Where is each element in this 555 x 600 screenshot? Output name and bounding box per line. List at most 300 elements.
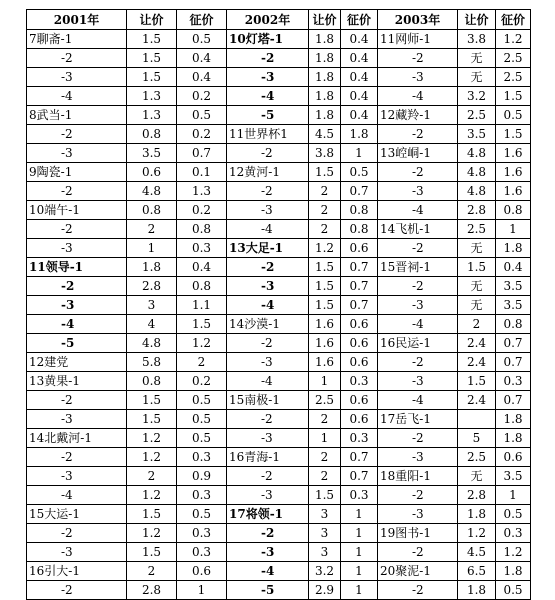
stamp-item-2002 — [227, 448, 309, 467]
stamp-item-label: -2 — [61, 51, 73, 65]
stamp-item-label: -3 — [261, 70, 275, 84]
stamp-item-label: 15大运-1 — [29, 507, 80, 521]
stamp-item-2002 — [227, 353, 309, 372]
stamp-item-label: -2 — [61, 127, 73, 141]
transfer-price-2002: 1.2 — [309, 239, 341, 258]
transfer-price-2002: 1.5 — [309, 163, 341, 182]
header-2003-year: 2003年 — [378, 10, 458, 30]
transfer-price-2001: 1.5 — [127, 391, 177, 410]
transfer-price-2002: 3.2 — [309, 562, 341, 581]
transfer-price-2001: 1.5 — [127, 49, 177, 68]
table-row — [27, 144, 531, 163]
transfer-price-2001: 0.8 — [127, 201, 177, 220]
stamp-item-label: -2 — [412, 127, 424, 141]
stamp-item-2001 — [27, 182, 127, 201]
stamp-item-2002 — [227, 239, 309, 258]
stamp-item-label: 14北戴河-1 — [29, 431, 92, 445]
stamp-item-2002 — [227, 334, 309, 353]
stamp-item-2001 — [27, 581, 127, 600]
stamp-item-2003 — [378, 467, 458, 486]
table-row — [27, 505, 531, 524]
stamp-item-label: 12黄河-1 — [229, 165, 280, 179]
header-2003-transfer-price: 让价 — [458, 10, 496, 30]
collect-price-2001: 0.8 — [177, 220, 227, 239]
transfer-price-2003: 2.8 — [458, 201, 496, 220]
transfer-price-2003: 3.2 — [458, 87, 496, 106]
table-row — [27, 106, 531, 125]
table-row — [27, 68, 531, 87]
collect-price-2001: 0.4 — [177, 49, 227, 68]
stamp-item-label: -2 — [412, 545, 424, 559]
stamp-item-label: 14飞机-1 — [380, 222, 431, 236]
transfer-price-2001: 3 — [127, 296, 177, 315]
table-body — [27, 30, 531, 600]
table-row — [27, 315, 531, 334]
collect-price-2001: 0.1 — [177, 163, 227, 182]
stamp-item-2003 — [378, 182, 458, 201]
transfer-price-2003: 1.8 — [458, 505, 496, 524]
transfer-price-2001: 2 — [127, 467, 177, 486]
stamp-item-label: 9陶瓷-1 — [29, 165, 73, 179]
collect-price-2002: 0.3 — [341, 372, 378, 391]
collect-price-2001: 1.5 — [177, 315, 227, 334]
collect-price-2001: 0.5 — [177, 106, 227, 125]
collect-price-2001: 0.2 — [177, 87, 227, 106]
table-row — [27, 201, 531, 220]
stamp-item-label: -2 — [261, 51, 275, 65]
stamp-item-label: 10灯塔-1 — [229, 32, 284, 46]
stamp-item-2001 — [27, 353, 127, 372]
stamp-item-2002 — [227, 258, 309, 277]
collect-price-2002: 0.6 — [341, 353, 378, 372]
stamp-item-label: -2 — [261, 526, 275, 540]
stamp-item-label: -3 — [261, 545, 275, 559]
collect-price-2001: 0.7 — [177, 144, 227, 163]
stamp-item-2001 — [27, 220, 127, 239]
collect-price-2001: 0.2 — [177, 201, 227, 220]
stamp-price-table-sheet — [26, 9, 530, 597]
collect-price-2002: 0.4 — [341, 30, 378, 49]
stamp-item-2003 — [378, 581, 458, 600]
collect-price-2002: 0.6 — [341, 334, 378, 353]
transfer-price-2001: 1.3 — [127, 87, 177, 106]
transfer-price-2003: 2.4 — [458, 391, 496, 410]
stamp-item-2003 — [378, 429, 458, 448]
collect-price-2003: 0.3 — [496, 372, 531, 391]
stamp-item-label: 8武当-1 — [29, 108, 73, 122]
collect-price-2002: 0.4 — [341, 49, 378, 68]
stamp-item-2003 — [378, 296, 458, 315]
stamp-item-label: 13崆峒-1 — [380, 146, 431, 160]
transfer-price-2003: 4.5 — [458, 543, 496, 562]
stamp-item-2003 — [378, 353, 458, 372]
stamp-item-label: -3 — [261, 203, 273, 217]
stamp-item-2002 — [227, 277, 309, 296]
stamp-item-2001 — [27, 334, 127, 353]
table-row — [27, 410, 531, 429]
stamp-item-label: -4 — [61, 89, 73, 103]
collect-price-2002: 0.3 — [341, 486, 378, 505]
stamp-item-label: -3 — [412, 298, 424, 312]
stamp-item-2001 — [27, 372, 127, 391]
stamp-item-label: -3 — [412, 450, 424, 464]
transfer-price-2002: 1.6 — [309, 353, 341, 372]
transfer-price-2002: 4.5 — [309, 125, 341, 144]
transfer-price-2001: 1.5 — [127, 543, 177, 562]
transfer-price-2002: 1.5 — [309, 258, 341, 277]
transfer-price-2002: 3 — [309, 543, 341, 562]
stamp-item-label: 14沙漠-1 — [229, 317, 280, 331]
transfer-price-2001: 1.5 — [127, 410, 177, 429]
transfer-price-2001: 2 — [127, 220, 177, 239]
stamp-item-label: 11领导-1 — [29, 260, 84, 274]
transfer-price-2001: 1.5 — [127, 68, 177, 87]
stamp-item-label: 16青海-1 — [229, 450, 280, 464]
stamp-item-2001 — [27, 296, 127, 315]
stamp-item-label: -2 — [61, 184, 73, 198]
collect-price-2003: 1.5 — [496, 87, 531, 106]
collect-price-2003: 2.5 — [496, 68, 531, 87]
transfer-price-2001: 1 — [127, 239, 177, 258]
transfer-price-2001: 0.8 — [127, 372, 177, 391]
stamp-item-label: 15晋祠-1 — [380, 260, 431, 274]
transfer-price-2001: 1.5 — [127, 30, 177, 49]
transfer-price-2001: 2.8 — [127, 277, 177, 296]
stamp-item-2002 — [227, 429, 309, 448]
stamp-item-label: 12建党 — [29, 355, 69, 369]
collect-price-2001: 0.3 — [177, 524, 227, 543]
stamp-item-2002 — [227, 296, 309, 315]
stamp-item-2001 — [27, 315, 127, 334]
stamp-item-label: -3 — [61, 146, 73, 160]
collect-price-2003: 1 — [496, 486, 531, 505]
stamp-item-label: -2 — [412, 241, 424, 255]
transfer-price-2001: 4.8 — [127, 182, 177, 201]
collect-price-2002: 0.4 — [341, 106, 378, 125]
collect-price-2001: 2 — [177, 353, 227, 372]
stamp-item-2003 — [378, 30, 458, 49]
collect-price-2003: 1.2 — [496, 543, 531, 562]
collect-price-2001: 0.5 — [177, 505, 227, 524]
table-row — [27, 239, 531, 258]
table-row — [27, 125, 531, 144]
stamp-item-label: -3 — [61, 545, 73, 559]
stamp-item-2002 — [227, 144, 309, 163]
collect-price-2003: 1.8 — [496, 429, 531, 448]
transfer-price-2003: 4.8 — [458, 163, 496, 182]
stamp-item-2002 — [227, 372, 309, 391]
collect-price-2003: 3.5 — [496, 296, 531, 315]
collect-price-2002: 0.7 — [341, 277, 378, 296]
stamp-item-label: 20聚泥-1 — [380, 564, 431, 578]
stamp-item-label: -4 — [261, 374, 273, 388]
collect-price-2001: 1.2 — [177, 334, 227, 353]
stamp-item-2003 — [378, 239, 458, 258]
collect-price-2002: 0.7 — [341, 448, 378, 467]
transfer-price-2002: 1.8 — [309, 68, 341, 87]
collect-price-2003: 1.5 — [496, 125, 531, 144]
stamp-item-2001 — [27, 49, 127, 68]
transfer-price-2003: 2.4 — [458, 353, 496, 372]
stamp-item-label: -2 — [412, 431, 424, 445]
transfer-price-2003: 无 — [458, 467, 496, 486]
stamp-item-2003 — [378, 87, 458, 106]
stamp-item-label: -3 — [261, 355, 273, 369]
stamp-item-label: -4 — [412, 203, 424, 217]
stamp-item-label: 13黄果-1 — [29, 374, 80, 388]
collect-price-2002: 0.7 — [341, 467, 378, 486]
stamp-item-label: 16引大-1 — [29, 564, 80, 578]
stamp-item-label: 17岳飞-1 — [380, 412, 431, 426]
stamp-item-label: -4 — [261, 222, 273, 236]
table-row — [27, 296, 531, 315]
transfer-price-2003: 1.5 — [458, 372, 496, 391]
stamp-item-label: -2 — [412, 355, 424, 369]
collect-price-2002: 1 — [341, 562, 378, 581]
transfer-price-2001: 5.8 — [127, 353, 177, 372]
stamp-item-2003 — [378, 163, 458, 182]
transfer-price-2001: 1.8 — [127, 258, 177, 277]
stamp-item-2002 — [227, 467, 309, 486]
transfer-price-2003: 1.8 — [458, 581, 496, 600]
collect-price-2003: 1.2 — [496, 30, 531, 49]
collect-price-2003: 0.5 — [496, 581, 531, 600]
stamp-item-label: 13大足-1 — [229, 241, 284, 255]
stamp-item-label: -3 — [412, 184, 424, 198]
collect-price-2003: 2.5 — [496, 49, 531, 68]
collect-price-2001: 0.5 — [177, 429, 227, 448]
header-2001-transfer-price: 让价 — [127, 10, 177, 30]
stamp-item-2003 — [378, 144, 458, 163]
transfer-price-2003: 4.8 — [458, 144, 496, 163]
transfer-price-2002: 2 — [309, 448, 341, 467]
stamp-item-2003 — [378, 277, 458, 296]
stamp-item-2002 — [227, 182, 309, 201]
table-row — [27, 448, 531, 467]
header-2002-transfer-price: 让价 — [309, 10, 341, 30]
stamp-item-label: -2 — [261, 184, 273, 198]
transfer-price-2003 — [458, 410, 496, 429]
stamp-item-2003 — [378, 524, 458, 543]
stamp-item-label: -3 — [261, 279, 275, 293]
stamp-item-2003 — [378, 68, 458, 87]
collect-price-2003: 1.6 — [496, 182, 531, 201]
transfer-price-2002: 1.8 — [309, 106, 341, 125]
collect-price-2002: 0.7 — [341, 258, 378, 277]
stamp-item-2003 — [378, 391, 458, 410]
transfer-price-2002: 2 — [309, 220, 341, 239]
stamp-item-2002 — [227, 505, 309, 524]
table-row — [27, 429, 531, 448]
stamp-item-2002 — [227, 543, 309, 562]
stamp-item-2003 — [378, 125, 458, 144]
stamp-item-2002 — [227, 524, 309, 543]
table-row — [27, 334, 531, 353]
collect-price-2002: 1 — [341, 144, 378, 163]
stamp-item-label: -2 — [261, 146, 273, 160]
stamp-item-label: -3 — [61, 469, 73, 483]
table-row — [27, 524, 531, 543]
collect-price-2003: 1.8 — [496, 562, 531, 581]
collect-price-2003: 0.7 — [496, 391, 531, 410]
stamp-item-label: 19图书-1 — [380, 526, 431, 540]
stamp-item-2003 — [378, 486, 458, 505]
header-2002-collect-price: 征价 — [341, 10, 378, 30]
header-2002-year: 2002年 — [227, 10, 309, 30]
collect-price-2002: 0.4 — [341, 87, 378, 106]
stamp-item-2003 — [378, 106, 458, 125]
transfer-price-2002: 2 — [309, 201, 341, 220]
stamp-item-label: 10端午-1 — [29, 203, 80, 217]
stamp-item-2003 — [378, 201, 458, 220]
table-row — [27, 87, 531, 106]
transfer-price-2003: 无 — [458, 277, 496, 296]
table-row — [27, 486, 531, 505]
stamp-item-label: -4 — [261, 89, 275, 103]
transfer-price-2001: 0.8 — [127, 125, 177, 144]
stamp-item-label: -2 — [261, 469, 273, 483]
collect-price-2002: 1 — [341, 581, 378, 600]
stamp-item-label: -4 — [412, 89, 424, 103]
stamp-item-label: -2 — [61, 450, 73, 464]
collect-price-2001: 0.6 — [177, 562, 227, 581]
collect-price-2002: 0.8 — [341, 220, 378, 239]
stamp-item-label: -3 — [412, 374, 424, 388]
collect-price-2002: 1.8 — [341, 125, 378, 144]
collect-price-2002: 0.3 — [341, 429, 378, 448]
transfer-price-2003: 无 — [458, 68, 496, 87]
collect-price-2001: 0.9 — [177, 467, 227, 486]
transfer-price-2003: 2.5 — [458, 448, 496, 467]
stamp-item-label: -4 — [61, 317, 75, 331]
stamp-item-label: -3 — [412, 507, 424, 521]
stamp-item-2001 — [27, 277, 127, 296]
stamp-item-label: -4 — [261, 298, 275, 312]
collect-price-2002: 0.6 — [341, 391, 378, 410]
table-row — [27, 163, 531, 182]
stamp-item-label: -4 — [61, 488, 73, 502]
stamp-item-2003 — [378, 220, 458, 239]
table-row — [27, 372, 531, 391]
collect-price-2001: 1.1 — [177, 296, 227, 315]
collect-price-2002: 0.6 — [341, 239, 378, 258]
transfer-price-2002: 2 — [309, 410, 341, 429]
transfer-price-2003: 无 — [458, 49, 496, 68]
transfer-price-2002: 2 — [309, 182, 341, 201]
transfer-price-2003: 1.5 — [458, 258, 496, 277]
stamp-item-2001 — [27, 429, 127, 448]
stamp-item-2003 — [378, 410, 458, 429]
collect-price-2002: 1 — [341, 524, 378, 543]
stamp-item-label: -4 — [412, 393, 424, 407]
stamp-item-2001 — [27, 87, 127, 106]
table-row — [27, 581, 531, 600]
stamp-item-2003 — [378, 543, 458, 562]
header-2001-collect-price: 征价 — [177, 10, 227, 30]
header-2003-collect-price: 征价 — [496, 10, 531, 30]
stamp-item-2002 — [227, 486, 309, 505]
collect-price-2003: 1.8 — [496, 239, 531, 258]
stamp-item-label: -2 — [412, 51, 424, 65]
collect-price-2001: 0.3 — [177, 486, 227, 505]
transfer-price-2003: 2.5 — [458, 220, 496, 239]
stamp-item-2001 — [27, 391, 127, 410]
transfer-price-2003: 无 — [458, 296, 496, 315]
stamp-item-2001 — [27, 144, 127, 163]
collect-price-2002: 0.7 — [341, 182, 378, 201]
collect-price-2001: 1 — [177, 581, 227, 600]
stamp-item-2001 — [27, 410, 127, 429]
collect-price-2003: 3.5 — [496, 277, 531, 296]
transfer-price-2002: 2.9 — [309, 581, 341, 600]
stamp-item-label: -2 — [261, 336, 273, 350]
table-row — [27, 543, 531, 562]
stamp-item-label: -3 — [61, 70, 73, 84]
stamp-item-label: 15南极-1 — [229, 393, 280, 407]
stamp-item-2002 — [227, 106, 309, 125]
stamp-item-2002 — [227, 562, 309, 581]
collect-price-2003: 0.6 — [496, 448, 531, 467]
stamp-item-2002 — [227, 87, 309, 106]
stamp-item-2003 — [378, 334, 458, 353]
collect-price-2001: 0.3 — [177, 239, 227, 258]
collect-price-2003: 0.5 — [496, 106, 531, 125]
header-2001-year: 2001年 — [27, 10, 127, 30]
stamp-item-2002 — [227, 581, 309, 600]
stamp-item-2001 — [27, 543, 127, 562]
stamp-item-2001 — [27, 163, 127, 182]
collect-price-2002: 0.7 — [341, 296, 378, 315]
stamp-item-label: -3 — [61, 298, 75, 312]
collect-price-2003: 3.5 — [496, 467, 531, 486]
collect-price-2003: 0.5 — [496, 505, 531, 524]
collect-price-2003: 1.6 — [496, 163, 531, 182]
stamp-item-2001 — [27, 239, 127, 258]
stamp-item-label: -3 — [61, 412, 73, 426]
transfer-price-2001: 3.5 — [127, 144, 177, 163]
transfer-price-2001: 1.3 — [127, 106, 177, 125]
stamp-item-2002 — [227, 315, 309, 334]
collect-price-2001: 0.5 — [177, 391, 227, 410]
stamp-item-label: -4 — [412, 317, 424, 331]
stamp-item-label: 16民运-1 — [380, 336, 431, 350]
collect-price-2002: 1 — [341, 505, 378, 524]
stamp-item-2001 — [27, 125, 127, 144]
stamp-item-label: -3 — [261, 431, 273, 445]
transfer-price-2003: 1.2 — [458, 524, 496, 543]
stamp-item-2001 — [27, 505, 127, 524]
stamp-item-label: -2 — [61, 279, 75, 293]
stamp-item-label: -2 — [61, 526, 73, 540]
stamp-item-2002 — [227, 125, 309, 144]
transfer-price-2002: 1.8 — [309, 49, 341, 68]
transfer-price-2002: 1.5 — [309, 486, 341, 505]
transfer-price-2003: 3.8 — [458, 30, 496, 49]
stamp-item-label: -4 — [261, 564, 275, 578]
stamp-item-2003 — [378, 372, 458, 391]
collect-price-2002: 1 — [341, 543, 378, 562]
header-row — [27, 10, 531, 30]
transfer-price-2002: 2.5 — [309, 391, 341, 410]
stamp-item-2001 — [27, 201, 127, 220]
stamp-item-2003 — [378, 562, 458, 581]
stamp-item-label: 7聊斋-1 — [29, 32, 73, 46]
table-row — [27, 391, 531, 410]
collect-price-2003: 1.6 — [496, 144, 531, 163]
stamp-item-2002 — [227, 201, 309, 220]
collect-price-2003: 0.7 — [496, 334, 531, 353]
stamp-item-2001 — [27, 258, 127, 277]
